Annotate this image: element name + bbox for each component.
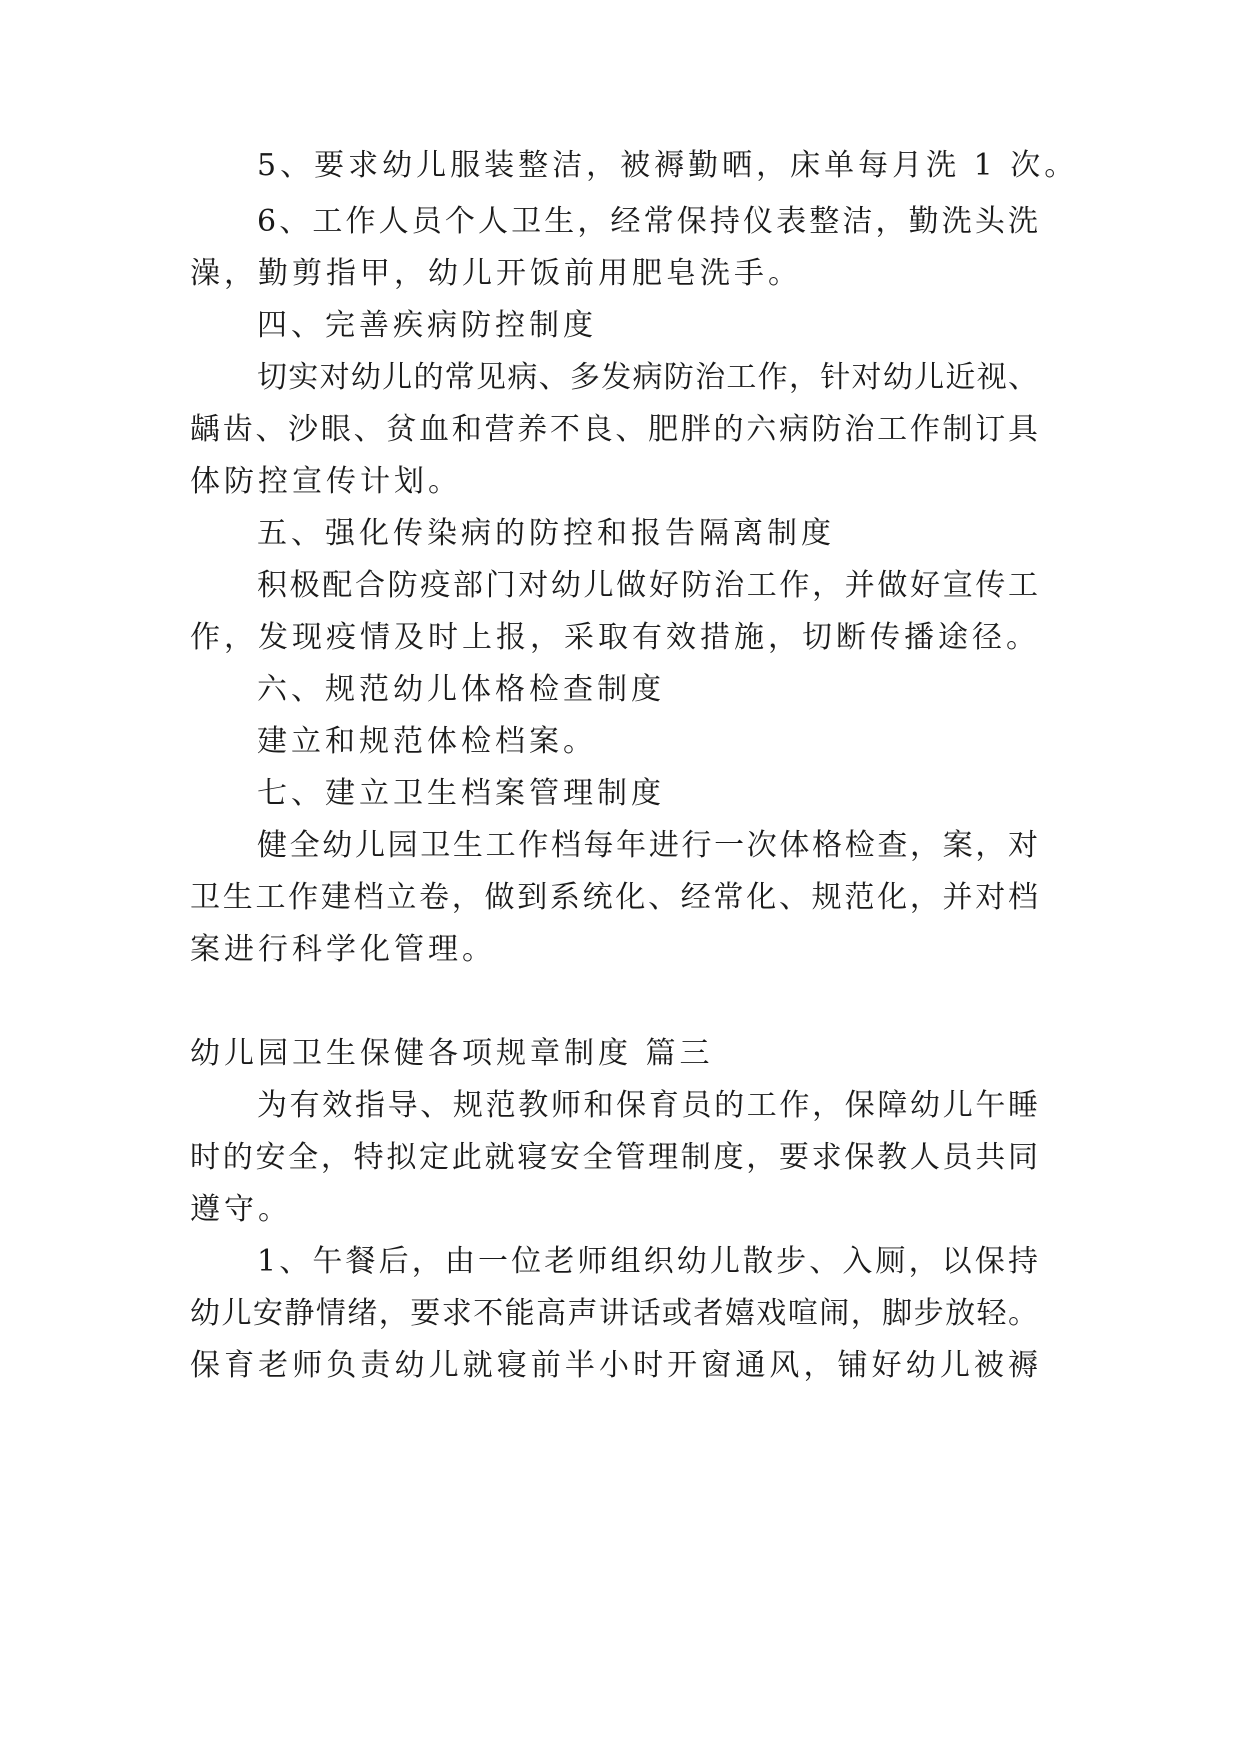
body-line: 积极配合防疫部门对幼儿做好防治工作，并做好宣传工 [257,568,1038,603]
body-line: 5、要求幼儿服装整洁，被褥勤晒，床单每月洗 1 次。 [257,148,1079,183]
section-heading: 五、强化传染病的防控和报告隔离制度 [257,516,835,551]
body-line: 6、工作人员个人卫生，经常保持仪表整洁，勤洗头洗 [257,204,1038,239]
body-line: 时的安全，特拟定此就寝安全管理制度，要求保教人员共同 [190,1140,1038,1175]
body-line: 幼儿安静情绪，要求不能高声讲话或者嬉戏喧闹，脚步放轻。 [190,1296,1038,1331]
section-heading: 四、完善疾病防控制度 [257,308,597,343]
body-line: 为有效指导、规范教师和保育员的工作，保障幼儿午睡 [257,1088,1038,1123]
body-line: 切实对幼儿的常见病、多发病防治工作，针对幼儿近视、 [257,360,1038,395]
body-line: 龋齿、沙眼、贫血和营养不良、肥胖的六病防治工作制订具 [190,412,1038,447]
body-line: 保育老师负责幼儿就寝前半小时开窗通风，铺好幼儿被褥 [190,1348,1038,1383]
section-heading: 七、建立卫生档案管理制度 [257,776,665,811]
section-heading: 六、规范幼儿体格检查制度 [257,672,665,707]
body-line: 体防控宣传计划。 [190,464,462,499]
body-line: 卫生工作建档立卷，做到系统化、经常化、规范化，并对档 [190,880,1038,915]
body-line: 建立和规范体检档案。 [257,724,597,759]
body-line: 案进行科学化管理。 [190,932,496,967]
body-line: 健全幼儿园卫生工作档每年进行一次体格检查，案，对 [257,828,1038,863]
body-line: 澡，勤剪指甲，幼儿开饭前用肥皂洗手。 [190,256,802,291]
body-line: 作，发现疫情及时上报，采取有效措施，切断传播途径。 [190,620,1040,655]
article-title: 幼儿园卫生保健各项规章制度 篇三 [190,1036,714,1071]
body-line: 遵守。 [190,1192,292,1227]
body-line: 1、午餐后，由一位老师组织幼儿散步、入厕，以保持 [257,1244,1038,1279]
